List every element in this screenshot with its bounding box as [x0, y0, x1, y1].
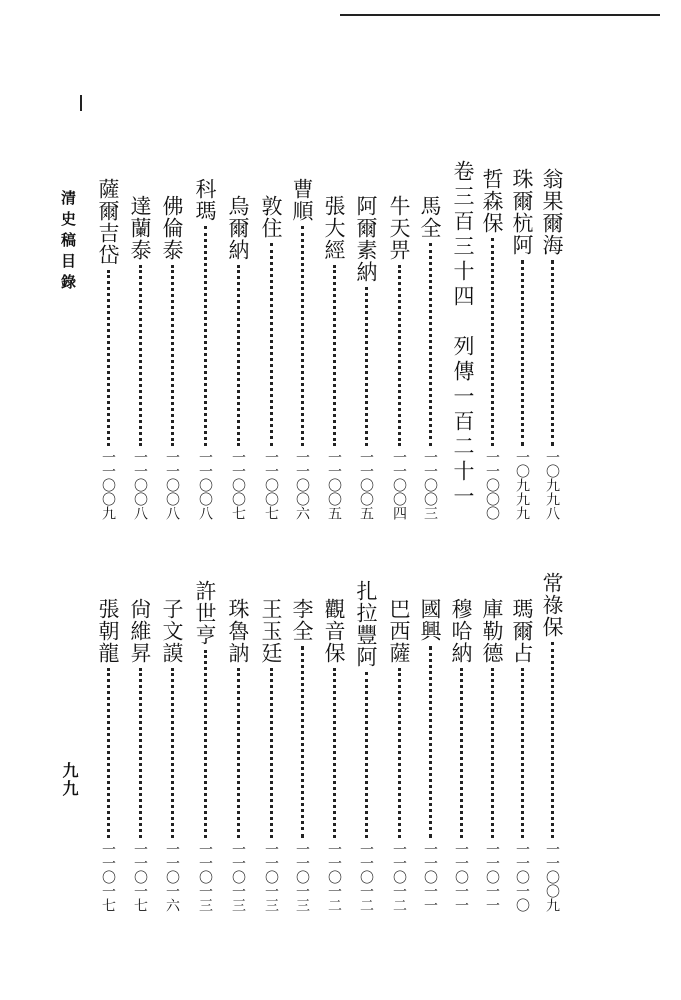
toc-entry	[257, 195, 285, 520]
entry-name: 常祿保	[540, 572, 564, 638]
entry-page: 一一〇一三	[230, 842, 246, 912]
toc-entry	[416, 195, 444, 520]
leader-dots	[521, 260, 524, 446]
toc-entry	[320, 195, 348, 520]
leader-dots	[139, 265, 142, 446]
toc-entry	[126, 598, 154, 912]
leader-dots	[429, 646, 432, 838]
entry-name: 薩爾吉岱	[96, 178, 120, 266]
toc-entry	[257, 598, 285, 912]
leader-dots	[270, 668, 273, 838]
toc-entry	[538, 168, 566, 520]
toc-entry	[158, 598, 186, 912]
entry-page: 一一〇〇七	[230, 450, 246, 520]
entry-page: 一一〇一三	[263, 842, 279, 912]
margin-mark	[80, 95, 82, 111]
toc-entry	[191, 178, 219, 520]
toc-entry	[288, 598, 316, 912]
entry-page: 一一〇一二	[391, 842, 407, 912]
toc-entry	[320, 598, 348, 912]
top-rule	[340, 14, 660, 16]
entry-name: 李全	[290, 598, 314, 642]
entry-name: 庫勒德	[480, 598, 504, 664]
entry-page: 一一〇一六	[164, 842, 180, 912]
entry-page: 一一〇一一	[453, 842, 469, 912]
entry-name: 王玉廷	[259, 598, 283, 664]
toc-entry	[126, 195, 154, 520]
entry-name: 科瑪	[193, 178, 217, 222]
entry-name: 巴西薩	[387, 598, 411, 664]
entry-page: 一一〇〇八	[164, 450, 180, 520]
leader-dots	[521, 668, 524, 838]
entry-name: 瑪爾占	[510, 598, 534, 664]
leader-dots	[398, 265, 401, 446]
leader-dots	[107, 668, 110, 838]
toc-entry	[191, 580, 219, 912]
entry-page: 一一〇一七	[132, 842, 148, 912]
leader-dots	[171, 265, 174, 446]
toc-entry	[385, 195, 413, 520]
entry-page: 一一〇一一	[422, 842, 438, 912]
entry-page: 一一〇一七	[100, 842, 116, 912]
toc-entry	[288, 178, 316, 520]
leader-dots	[460, 668, 463, 838]
entry-name: 扎拉豐阿	[354, 580, 378, 668]
leader-dots	[107, 270, 110, 446]
entry-name: 觀音保	[322, 598, 346, 664]
leader-dots	[491, 668, 494, 838]
entry-name: 張朝龍	[96, 598, 120, 664]
toc-entry	[158, 195, 186, 520]
entry-page: 一一〇〇四	[391, 450, 407, 520]
entry-name: 達蘭泰	[128, 195, 152, 261]
page-number: 九九	[60, 762, 79, 798]
leader-dots	[204, 226, 207, 446]
leader-dots	[429, 243, 432, 446]
leader-dots	[204, 650, 207, 838]
entry-name: 穆哈納	[449, 598, 473, 664]
entry-page: 一一〇〇八	[132, 450, 148, 520]
entry-name: 尙維昇	[128, 598, 152, 664]
toc-entry	[508, 598, 536, 912]
entry-page: 一一〇〇三	[422, 450, 438, 520]
entry-page: 一一〇一一	[484, 842, 500, 912]
leader-dots	[301, 646, 304, 838]
toc-entry	[416, 598, 444, 912]
toc-entry	[385, 598, 413, 912]
entry-page: 一一〇〇八	[197, 450, 213, 520]
entry-page: 一一〇〇七	[263, 450, 279, 520]
entry-page: 一一〇一三	[197, 842, 213, 912]
book-title: 清史稿目錄	[59, 190, 77, 295]
entry-page: 一一〇〇九	[100, 450, 116, 520]
toc-entry	[224, 195, 252, 520]
entry-page: 一一〇〇五	[326, 450, 342, 520]
entry-name: 牛天畀	[387, 195, 411, 261]
entry-page: 一一〇一三	[294, 842, 310, 912]
toc-entry	[538, 572, 566, 912]
entry-name: 珠魯訥	[226, 598, 250, 664]
volume-heading	[449, 160, 477, 510]
leader-dots	[551, 642, 554, 838]
toc-entry	[478, 168, 506, 520]
toc-entry	[447, 598, 475, 912]
entry-page: 一〇九九九	[514, 450, 530, 520]
toc-entry	[224, 598, 252, 912]
entry-name: 烏爾納	[226, 195, 250, 261]
toc-entry	[508, 168, 536, 520]
entry-name: 翁果爾海	[540, 168, 564, 256]
entry-name: 子文謨	[160, 598, 184, 664]
leader-dots	[237, 668, 240, 838]
entry-name: 敦住	[259, 195, 283, 239]
leader-dots	[333, 265, 336, 446]
entry-name: 佛倫泰	[160, 195, 184, 261]
leader-dots	[551, 260, 554, 446]
leader-dots	[270, 243, 273, 446]
toc-entry	[478, 598, 506, 912]
entry-page: 一一〇〇六	[294, 450, 310, 520]
entry-name: 哲森保	[480, 168, 504, 234]
entry-page: 一〇九九八	[544, 450, 560, 520]
entry-name: 阿爾素納	[354, 195, 378, 283]
leader-dots	[301, 226, 304, 446]
leader-dots	[365, 287, 368, 446]
entry-page: 一一〇〇〇	[484, 450, 500, 520]
entry-page: 一一〇〇九	[544, 842, 560, 912]
leader-dots	[333, 668, 336, 838]
toc-entry	[352, 195, 380, 520]
volume-title: 卷三百三十四 列傳一百二十一	[451, 160, 475, 510]
leader-dots	[491, 238, 494, 446]
entry-page: 一一〇〇五	[358, 450, 374, 520]
entry-name: 國興	[418, 598, 442, 642]
leader-dots	[171, 668, 174, 838]
entry-name: 珠爾杭阿	[510, 168, 534, 256]
leader-dots	[139, 668, 142, 838]
toc-entry	[352, 580, 380, 912]
entry-name: 張大經	[322, 195, 346, 261]
entry-name: 曹順	[290, 178, 314, 222]
entry-page: 一一〇一二	[358, 842, 374, 912]
toc-entry	[94, 598, 122, 912]
entry-page: 一一〇一二	[326, 842, 342, 912]
entry-name: 馬全	[418, 195, 442, 239]
entry-page: 一一〇一〇	[514, 842, 530, 912]
leader-dots	[398, 668, 401, 838]
entry-name: 許世亨	[193, 580, 217, 646]
toc-entry	[94, 178, 122, 520]
leader-dots	[365, 672, 368, 838]
leader-dots	[237, 265, 240, 446]
